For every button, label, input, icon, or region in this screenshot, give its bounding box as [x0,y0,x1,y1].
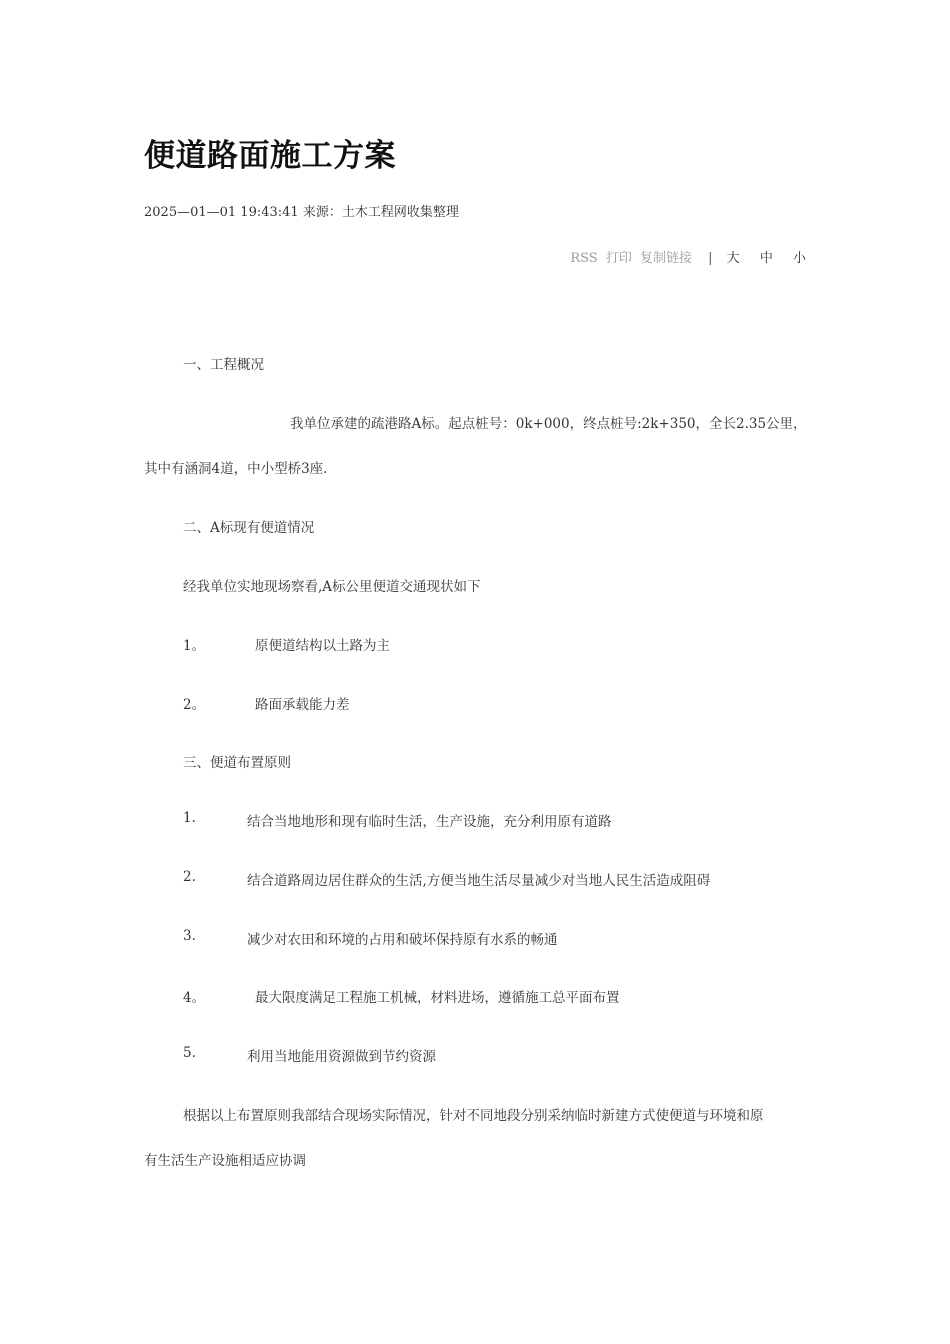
list-item-number: 3. [183,928,196,944]
rss-link[interactable]: RSS [570,251,598,266]
list-item-text: 最大限度满足工程施工机械，材料进场，遵循施工总平面布置 [255,990,620,1006]
print-link[interactable]: 打印 [605,251,632,266]
copy-link-button[interactable]: 复制链接 [639,251,692,266]
list-item-text: 减少对农田和环境的占用和破坏保持原有水系的畅通 [247,932,558,948]
list-item [183,1045,436,1065]
list-item-text: 利用当地能用资源做到节约资源 [247,1049,436,1065]
list-item-text: 结合道路周边居住群众的生活,方便当地生活尽量减少对当地人民生活造成阻碍 [247,873,711,889]
font-size-large-button[interactable]: 大 [726,251,740,266]
list-item-number: 2. [183,869,196,885]
toolbar-separator: | [708,251,713,266]
section1-heading: 一、工程概况 [183,357,264,373]
section3-heading: 三、便道布置原则 [183,755,291,771]
list-item [183,810,612,830]
font-size-medium-button[interactable]: 中 [759,251,773,266]
list-item-text: 结合当地地形和现有临时生活，生产设施，充分利用原有道路 [247,814,612,830]
list-item-number: 2。 [183,697,206,713]
font-size-small-button[interactable]: 小 [792,251,806,266]
list-item-number: 1。 [183,638,206,654]
section1-paragraph-line1: 我单位承建的疏港路A标。起点桩号：0k+000，终点桩号:2k+350，全长2.35公里， [290,416,807,432]
list-item [183,634,390,654]
list-item [183,693,350,713]
article-meta: 2025—01—01 19:43:41 来源：土木工程网收集整理 [144,205,459,220]
conclusion-line2: 有生活生产设施相适应协调 [144,1153,306,1169]
list-item-number: 4。 [183,990,206,1006]
list-item [183,986,620,1006]
section2-intro: 经我单位实地现场察看,A标公里便道交通现状如下 [183,579,481,595]
list-item-number: 1. [183,810,196,826]
list-item [183,869,711,889]
article-title: 便道路面施工方案 [144,138,396,174]
conclusion-line1: 根据以上布置原则我部结合现场实际情况，针对不同地段分别采纳临时新建方式使便道与环境和原 [183,1108,764,1124]
list-item-number: 5. [183,1045,196,1061]
article-toolbar [560,247,806,266]
list-item-text: 原便道结构以土路为主 [255,638,390,654]
section2-heading: 二、A标现有便道情况 [183,520,315,536]
list-item [183,928,558,948]
section1-paragraph-line2: 其中有涵洞4道，中小型桥3座. [144,461,328,477]
list-item-text: 路面承载能力差 [255,697,350,713]
